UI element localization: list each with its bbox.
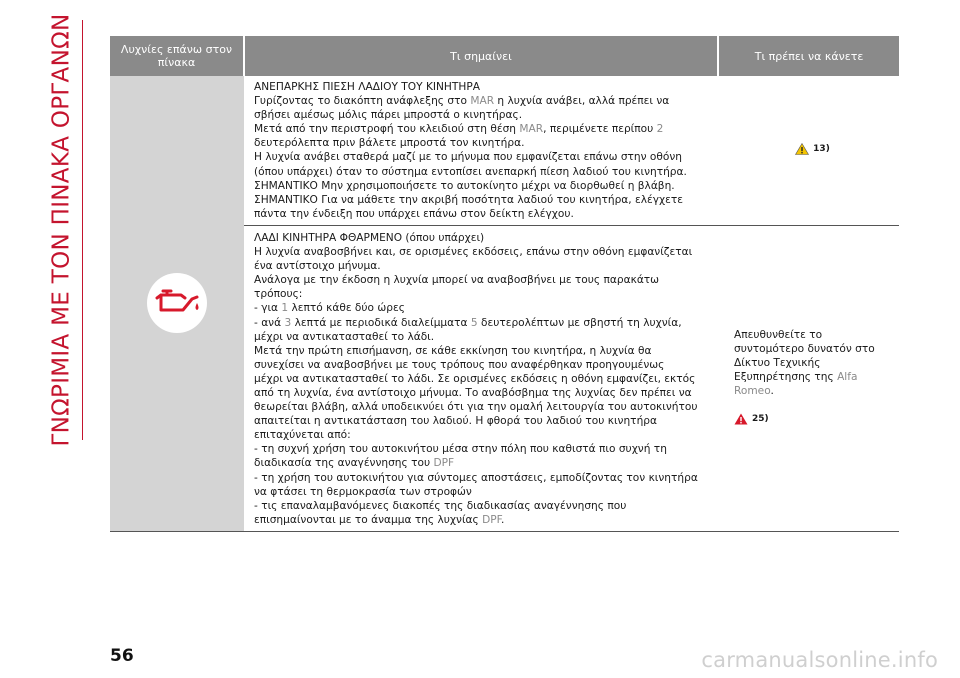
row2-text-line: Ανάλογα με την έκδοση η λυχνία μπορεί να αναβοσβήνει με τους παρακάτω	[254, 274, 660, 287]
row2-text-line: απαιτείται η αντικατάσταση του λαδιού. Η φθορά του λαδιού του κινητήρα	[254, 415, 657, 428]
row1-text-line: ΣΗΜΑΝΤΙΚΟ Για να μάθετε την ακριβή ποσότητα λαδιού του κινητήρα, ελέγχετε	[254, 193, 683, 206]
row2-text-line: - ανά 3 λεπτά με περιοδικά διαλείμματα 5 δευτερολέπτων με σβηστή τη λυχνία,	[254, 316, 682, 329]
row1-text-line: σβήσει αμέσως μόλις πάρει μπροστά ο κινητήρας.	[254, 109, 523, 122]
row2-action-line: Εξυπηρέτησης της Alfa	[734, 370, 858, 383]
warning-lights-table	[110, 36, 899, 532]
row2-text-line: από τη λυχνία, ένα αντίστοιχο μήνυμα. Το αναβόσβημα της λυχνίας δεν πρέπει να	[254, 386, 692, 399]
row2-text-line: μέχρι να αντικατασταθεί το λάδι. Σε ορισμένες εκδόσεις η οθόνη εμφανίζει, εκτός	[254, 372, 696, 385]
row2-text-line: τρόπους:	[254, 288, 303, 301]
row2-text-line: θεωρείται βλάβη, αλλά υποδεικνύει ότι για την ομαλή λειτουργία του αυτοκινήτου	[254, 401, 698, 414]
oil-can-icon	[145, 271, 209, 335]
row1-text-line: (όπου υπάρχει) όταν το σύστημα εντοπίσει ανεπαρκή πίεση λαδιού του κινητήρα.	[254, 165, 687, 178]
table-header-row	[110, 36, 899, 76]
row1-action	[718, 76, 899, 225]
row2-action-text	[734, 328, 891, 398]
row2-text-line: μέχρι να αντικατασταθεί το λάδι.	[254, 330, 435, 343]
row2-ref: 25)	[752, 414, 769, 425]
row2-action-line: συντομότερο δυνατόν στο	[734, 342, 875, 355]
row2-text-line: - τη συχνή χρήση του αυτοκινήτου μέσα στην πόλη που καθιστά πιο συχνή τη	[254, 443, 667, 456]
row2-text-line: επισημαίνονται με το άναμμα της λυχνίας DPF.	[254, 513, 505, 526]
row2-text-line: - τις επαναλαμβανόμενες διακοπές της διαδικασίας αναγέννησης που	[254, 499, 627, 512]
row1-text-line: Μετά από την περιστροφή του κλειδιού στη θέση MAR, περιμένετε περίπου 2	[254, 123, 664, 136]
row2-text-line: διαδικασία της αναγέννησης του DPF	[254, 457, 455, 470]
watermark: carmanualsonline.info	[701, 648, 938, 672]
side-section-title-wrap	[38, 13, 84, 447]
row1-text-line: ΣΗΜΑΝΤΙΚΟ Μην χρησιμοποιήσετε το αυτοκίνητο μέχρι να διορθωθεί η βλάβη.	[254, 179, 675, 192]
row1-description	[244, 76, 718, 225]
header-meaning: Τι σημαίνει	[244, 36, 718, 76]
row1-text-line: Γυρίζοντας το διακόπτη ανάφλεξης στο MAR η λυχνία ανάβει, αλλά πρέπει να	[254, 95, 670, 108]
row1-text-line: Η λυχνία ανάβει σταθερά μαζί με το μήνυμα που εμφανίζεται επάνω στην οθόνη	[254, 151, 682, 164]
warning-triangle-red-icon	[734, 413, 748, 425]
header-action: Τι πρέπει να κάνετε	[718, 36, 899, 76]
row2-text-line: ΛΑΔΙ ΚΙΝΗΤΗΡΑ ΦΘΑΡΜΕΝΟ (όπου υπάρχει)	[254, 231, 485, 244]
row2-text-line: να φτάσει τη θερμοκρασία των στροφών	[254, 485, 472, 498]
row1-text-line: δευτερόλεπτα πριν βάλετε μπροστά τον κινητήρα.	[254, 137, 525, 150]
row1-text-line: πάντα την ένδειξη που υπάρχει επάνω στον δείκτη ελέγχου.	[254, 207, 574, 220]
row1-ref: 13)	[813, 143, 830, 154]
row2-text-line: επιταχύνεται από:	[254, 429, 351, 442]
row2-text-line: - για 1 λεπτό κάθε δύο ώρες	[254, 302, 405, 315]
row2-description	[244, 225, 718, 531]
row2-warning	[734, 412, 769, 426]
side-divider	[82, 20, 83, 440]
row2-text-line: - τη χρήση του αυτοκινήτου για σύντομες αποστάσεις, εμποδίζοντας τον κινητήρα	[254, 471, 698, 484]
row2-action	[718, 225, 899, 531]
row2-text-line: Η λυχνία αναβοσβήνει και, σε ορισμένες εκδόσεις, επάνω στην οθόνη εμφανίζεται	[254, 246, 693, 259]
row2-action-line: Romeo.	[734, 384, 774, 397]
row2-text-line: συνεχίσει να αναβοσβήνει με τους τρόπους που αναφέρθηκαν προηγουμένως	[254, 358, 665, 371]
page-number: 56	[110, 646, 134, 666]
row2-text-line: ένα αντίστοιχο μήνυμα.	[254, 260, 381, 273]
warning-triangle-yellow-icon	[795, 143, 809, 155]
row2-action-line: Απευθυνθείτε το	[734, 328, 823, 341]
row2-text-line: Μετά την πρώτη επισήμανση, σε κάθε εκκίνηση του κινητήρα, η λυχνία θα	[254, 344, 652, 357]
side-section-title: ΓΝΩΡΙΜΙΑ ΜΕ ΤΟΝ ΠΙΝΑΚΑ ΟΡΓΑΝΩΝ	[48, 13, 74, 447]
table-row	[110, 76, 899, 225]
row1-text-line: ΑΝΕΠΑΡΚΗΣ ΠΙΕΣΗ ΛΑΔΙΟΥ ΤΟΥ ΚΙΝΗΤΗΡΑ	[254, 81, 480, 93]
row1-warning	[795, 142, 830, 156]
row2-action-line: Δίκτυο Τεχνικής	[734, 356, 821, 369]
header-lights: Λυχνίες επάνω στον πίνακα	[110, 36, 244, 76]
oil-lamp-cell	[110, 76, 244, 531]
